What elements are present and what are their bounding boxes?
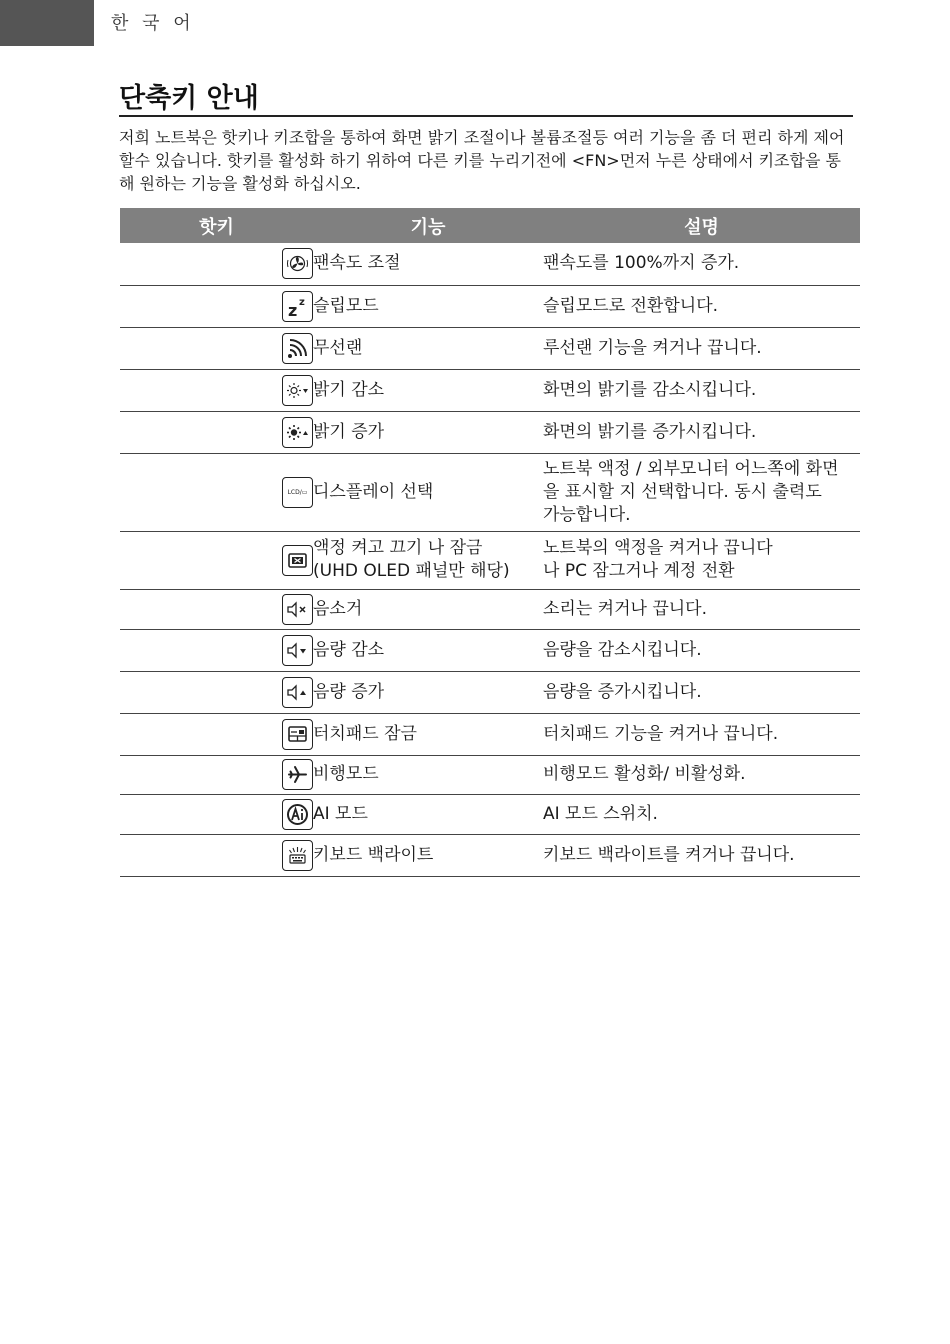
function-cell: 음량 감소 xyxy=(313,629,543,671)
table-row xyxy=(120,794,860,834)
language-label: 한 국 어 xyxy=(111,13,195,34)
svg-text:z: z xyxy=(288,300,298,319)
function-cell: 터치패드 잠금 xyxy=(313,713,543,755)
function-cell: 팬속도 조절 xyxy=(313,243,543,285)
table-row xyxy=(120,411,860,453)
function-cell: 액정 켜고 끄기 나 잠금 xyxy=(313,538,483,558)
description-cell: 화면의 밝기를 증가시킵니다. xyxy=(543,411,860,453)
table-row xyxy=(120,243,860,285)
description-cell: 노트북의 액정을 켜거나 끕니다 xyxy=(543,538,773,558)
table-row xyxy=(120,629,860,671)
table-row xyxy=(120,327,860,369)
touchpad-lock-icon xyxy=(282,719,313,750)
function-cell: 밝기 증가 xyxy=(313,411,543,453)
intro-paragraph: 저희 노트북은 핫키나 키조합을 통하여 화면 밝기 조절이나 볼륨조절등 여러 기능을 좀 더 편리 하게 제어 할수 있습니다. 핫키를 활성화 하기 위하여 다른 키를 누리기전에 <FN>먼저 누른 상태에서 키조합을 통해 원하는 기능을 활성화 하십시오. xyxy=(119,128,845,193)
brightness-down-icon xyxy=(282,375,313,406)
hotkey-table xyxy=(120,208,860,877)
table-row xyxy=(120,589,860,629)
description-cell: 노트북 액정 / 외부모니터 어느쪽에 화면을 표시할 지 선택합니다. 동시 출력도 가능합니다. xyxy=(543,453,860,531)
sleep-icon xyxy=(282,291,313,322)
header-description: 설명 xyxy=(543,208,860,243)
volume-up-icon xyxy=(282,677,313,708)
description-cell: 터치패드 기능을 켜거나 끕니다. xyxy=(543,713,860,755)
table-row xyxy=(120,834,860,876)
function-cell: 비행모드 xyxy=(313,755,543,794)
ai-icon xyxy=(282,799,313,830)
function-cell: 밝기 감소 xyxy=(313,369,543,411)
page-title: 단축키 안내 xyxy=(119,83,259,114)
function-cell: 음소거 xyxy=(313,589,543,629)
function-cell: 디스플레이 선택 xyxy=(313,453,543,531)
function-cell: 무선랜 xyxy=(313,327,543,369)
table-row xyxy=(120,755,860,794)
screen-off-icon xyxy=(282,545,313,576)
description-cell: 화면의 밝기를 감소시킵니다. xyxy=(543,369,860,411)
table-row xyxy=(120,453,860,531)
svg-text:z: z xyxy=(299,296,305,308)
language-tab xyxy=(0,0,94,46)
table-row xyxy=(120,671,860,713)
description-cell: 음량을 증가시킵니다. xyxy=(543,671,860,713)
fan-icon xyxy=(282,248,313,279)
function-cell: 슬립모드 xyxy=(313,285,543,327)
header-function: 기능 xyxy=(313,208,543,243)
table-row xyxy=(120,369,860,411)
description-cell: 비행모드 활성화/ 비활성화. xyxy=(543,755,860,794)
function-note: (UHD OLED 패널만 해당) xyxy=(313,561,510,581)
description-cell: 키보드 백라이트를 켜거나 끕니다. xyxy=(543,834,860,876)
table-row xyxy=(120,713,860,755)
description-cell: AI 모드 스위치. xyxy=(543,794,860,834)
mute-icon xyxy=(282,594,313,625)
description-cell: 음량을 감소시킵니다. xyxy=(543,629,860,671)
display-switch-icon xyxy=(282,477,313,508)
keyboard-backlight-icon xyxy=(282,840,313,871)
table-row xyxy=(120,285,860,327)
description-cell: 루선랜 기능을 켜거나 끕니다. xyxy=(543,327,860,369)
description-note: 나 PC 잠그거나 계정 전환 xyxy=(543,561,735,581)
function-cell: 음량 증가 xyxy=(313,671,543,713)
function-cell: AI 모드 xyxy=(313,794,543,834)
table-header-row xyxy=(120,208,860,243)
volume-down-icon xyxy=(282,635,313,666)
brightness-up-icon xyxy=(282,417,313,448)
airplane-icon xyxy=(282,759,313,790)
description-cell: 슬립모드로 전환합니다. xyxy=(543,285,860,327)
function-cell: 키보드 백라이트 xyxy=(313,834,543,876)
display-switch-label: LCD/▭ xyxy=(287,488,308,496)
wireless-icon xyxy=(282,333,313,364)
header-hotkey: 핫키 xyxy=(120,208,313,243)
title-divider xyxy=(119,115,853,117)
table-row xyxy=(120,531,860,589)
description-cell: 소리는 켜거나 끕니다. xyxy=(543,589,860,629)
description-cell: 팬속도를 100%까지 증가. xyxy=(543,243,860,285)
